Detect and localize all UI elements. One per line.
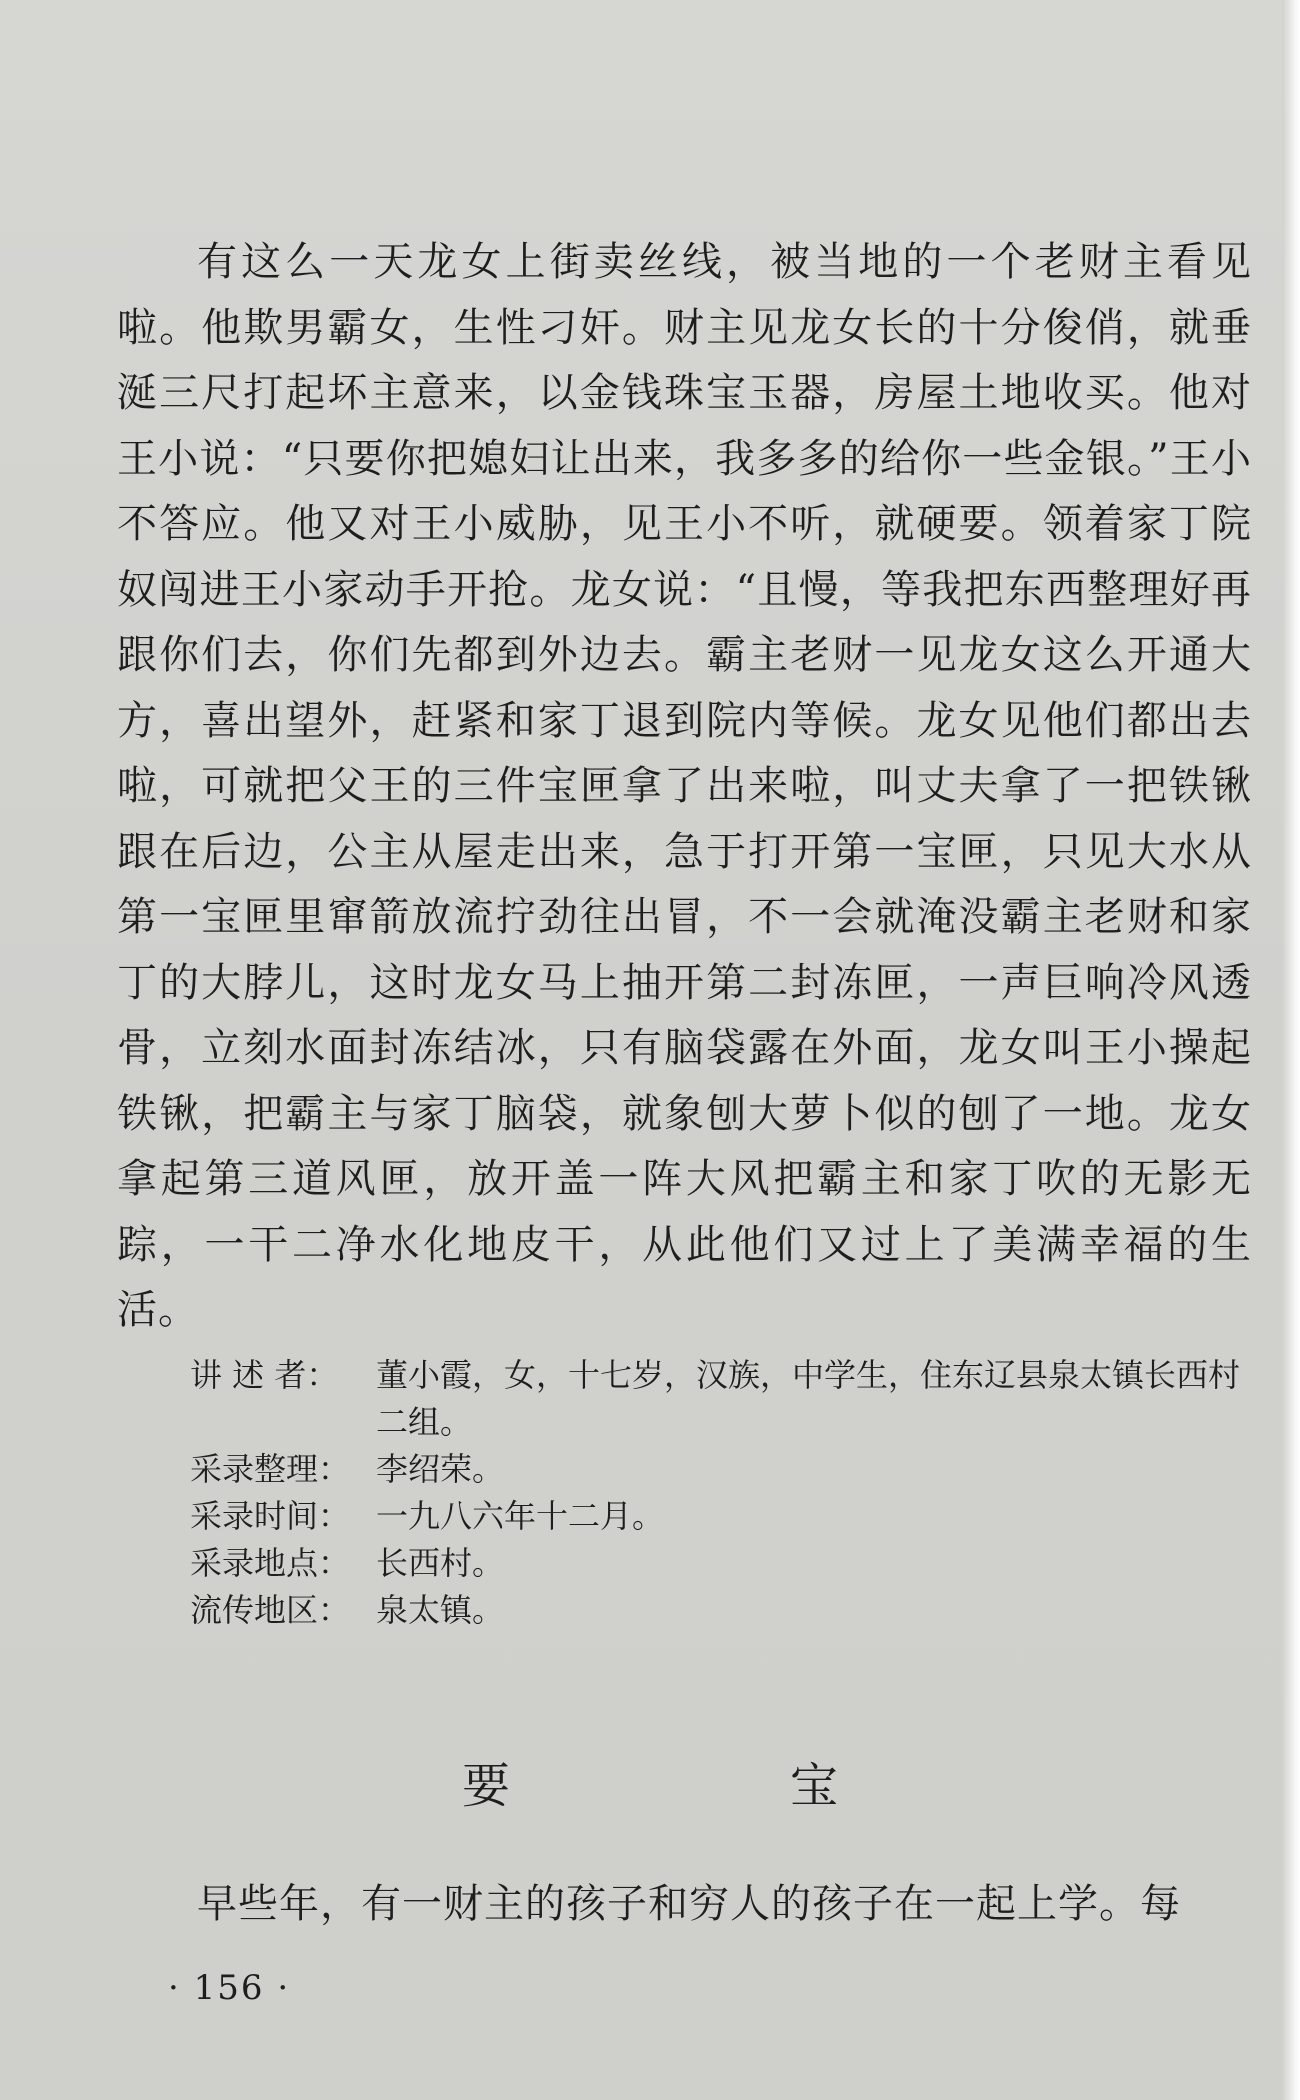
note-label: 流传地区： (190, 1591, 351, 1629)
note-region (190, 1587, 1255, 1634)
story-body (117, 230, 1252, 1344)
note-label: 采录时间： (190, 1497, 351, 1535)
note-value: 泉太镇。 (376, 1591, 505, 1629)
note-label: 讲 述 者： (190, 1356, 339, 1394)
page-number: · 156 · (168, 1968, 291, 2008)
note-record-time (190, 1493, 1255, 1540)
note-value: 董小霞，女，十七岁，汉族，中学生，住东辽县泉太镇长西村二组。 (376, 1356, 1241, 1441)
next-story-body (117, 1872, 1252, 1938)
note-value: 长西村。 (376, 1544, 505, 1582)
note-value: 李绍荣。 (376, 1450, 505, 1488)
collection-notes (190, 1352, 1255, 1634)
story-paragraph: 有这么一天龙女上街卖丝线，被当地的一个老财主看见啦。他欺男霸女，生性刁奸。财主见龙女长的十分俊俏，就垂涎三尺打起坏主意来，以金钱珠宝玉器，房屋土地收买。他对王小说：“只要你把媳妇让出来，我多多的给你一些金银。”王小不答应。他又对王小威胁，见王小不听，就硬要。领着家丁院奴闯进王小家动手开抢。龙女说：“且慢，等我把东西整理好再跟你们去，你们先都到外边去。霸主老财一见龙女这么开通大方，喜出望外，赶紧和家丁退到院内等候。龙女见他们都出去啦，可就把父王的三件宝匣拿了出来啦，叫丈夫拿了一把铁锹跟在后边，公主从屋走出来，急于打开第一宝匣，只见大水从第一宝匣里窜箭放流拧劲往出冒，不一会就淹没霸主老财和家丁的大脖儿，这时龙女马上抽开第二封冻匣，一声巨响冷风透骨，立刻水面封冻结冰，只有脑袋露在外面，龙女叫王小操起铁锹，把霸主与家丁脑袋，就象刨大萝卜似的刨了一地。龙女拿起第三道风匣，放开盖一阵大风把霸主和家丁吹的无影无踪，一干二净水化地皮干，从此他们又过上了美满幸福的生活。 (117, 239, 1252, 1333)
note-label: 采录地点： (190, 1544, 351, 1582)
note-record-place (190, 1540, 1255, 1587)
note-label: 采录整理： (190, 1450, 351, 1488)
next-story-title: 要宝 (461, 1758, 1118, 1814)
note-value: 一九八六年十二月。 (376, 1497, 665, 1535)
next-story-first-line: 早些年，有一财主的孩子和穷人的孩子在一起上学。每 (197, 1881, 1181, 1927)
note-narrator (190, 1352, 1255, 1446)
note-recorder (190, 1446, 1255, 1493)
